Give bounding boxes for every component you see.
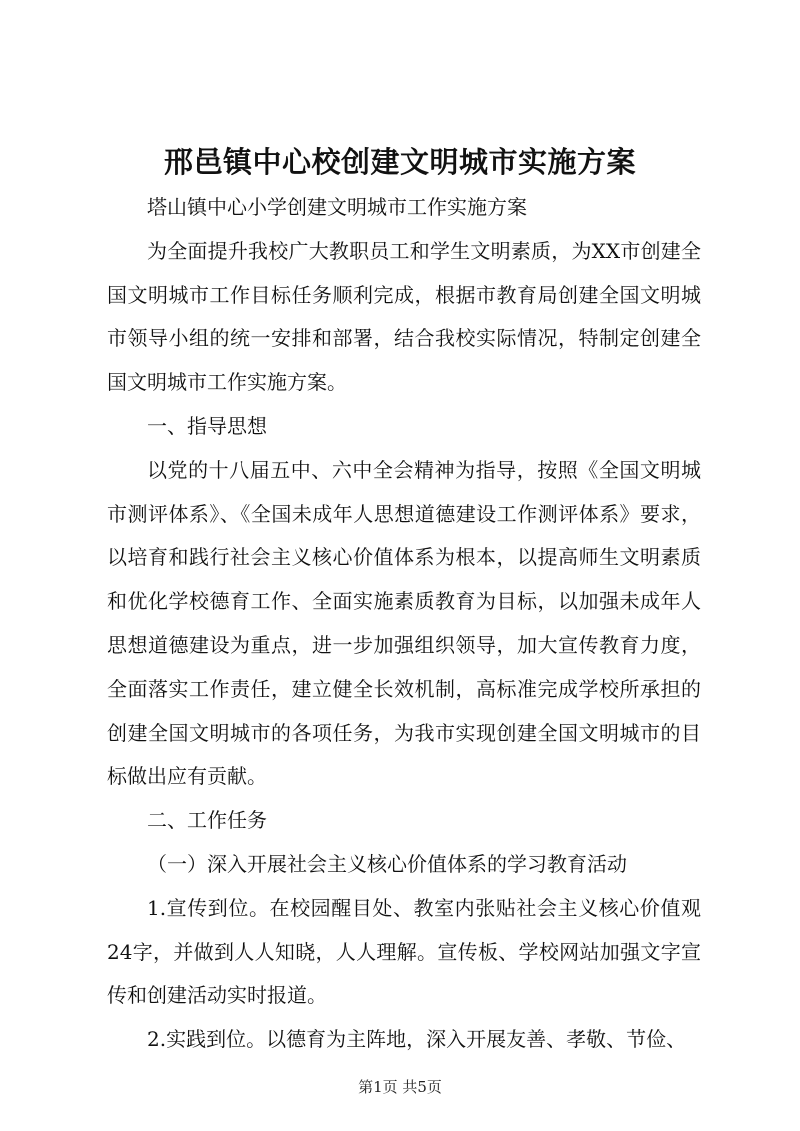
- page-footer: [0, 1076, 800, 1098]
- document-title: 邢邑镇中心校创建文明城市实施方案: [163, 145, 636, 179]
- page-number-label: 第1页 共5页: [358, 1078, 442, 1096]
- item-practice-paragraph: 2.实践到位。以德育为主阵地，深入开展友善、孝敬、节俭、: [147, 1027, 687, 1052]
- intro-paragraph: 为全面提升我校广大教职员工和学生文明素质，为XX市创建全国文明城市工作目标任务顺利完成，根据市教育局创建全国文明城市领导小组的统一安排和部署，结合我校实际情况，特制定创建全国文明城市工作实施方案。: [107, 238, 701, 395]
- guiding-ideology-paragraph: 以党的十八届五中、六中全会精神为指导，按照《全国文明城市测评体系》、《全国未成年人思想道德建设工作测评体系》要求，以培育和践行社会主义核心价值体系为根本，以提高师生文明素质和优化学校德育工作、全面实施素质教育为目标，以加强未成年人思想道德建设为重点，进一步加强组织领导，加大宣传教育力度，全面落实工作责任，建立健全长效机制，高标准完成学校所承担的创建全国文明城市的各项任务，为我市实现创建全国文明城市的目标做出应有贡献。: [107, 457, 701, 789]
- item-publicity-paragraph: 1.宣传到位。在校园醒目处、教室内张贴社会主义核心价值观24字，并做到人人知晓，人人理解。宣传板、学校网站加强文字宣传和创建活动实时报道。: [107, 895, 701, 1008]
- section-heading-work-tasks: 二、工作任务: [147, 808, 267, 833]
- subsection-heading-core-values: （一）深入开展社会主义核心价值体系的学习教育活动: [147, 851, 627, 876]
- subtitle-paragraph: 塔山镇中心小学创建文明城市工作实施方案: [147, 195, 527, 219]
- section-heading-guiding-ideology: 一、指导思想: [147, 413, 267, 438]
- document-body: [107, 186, 701, 1062]
